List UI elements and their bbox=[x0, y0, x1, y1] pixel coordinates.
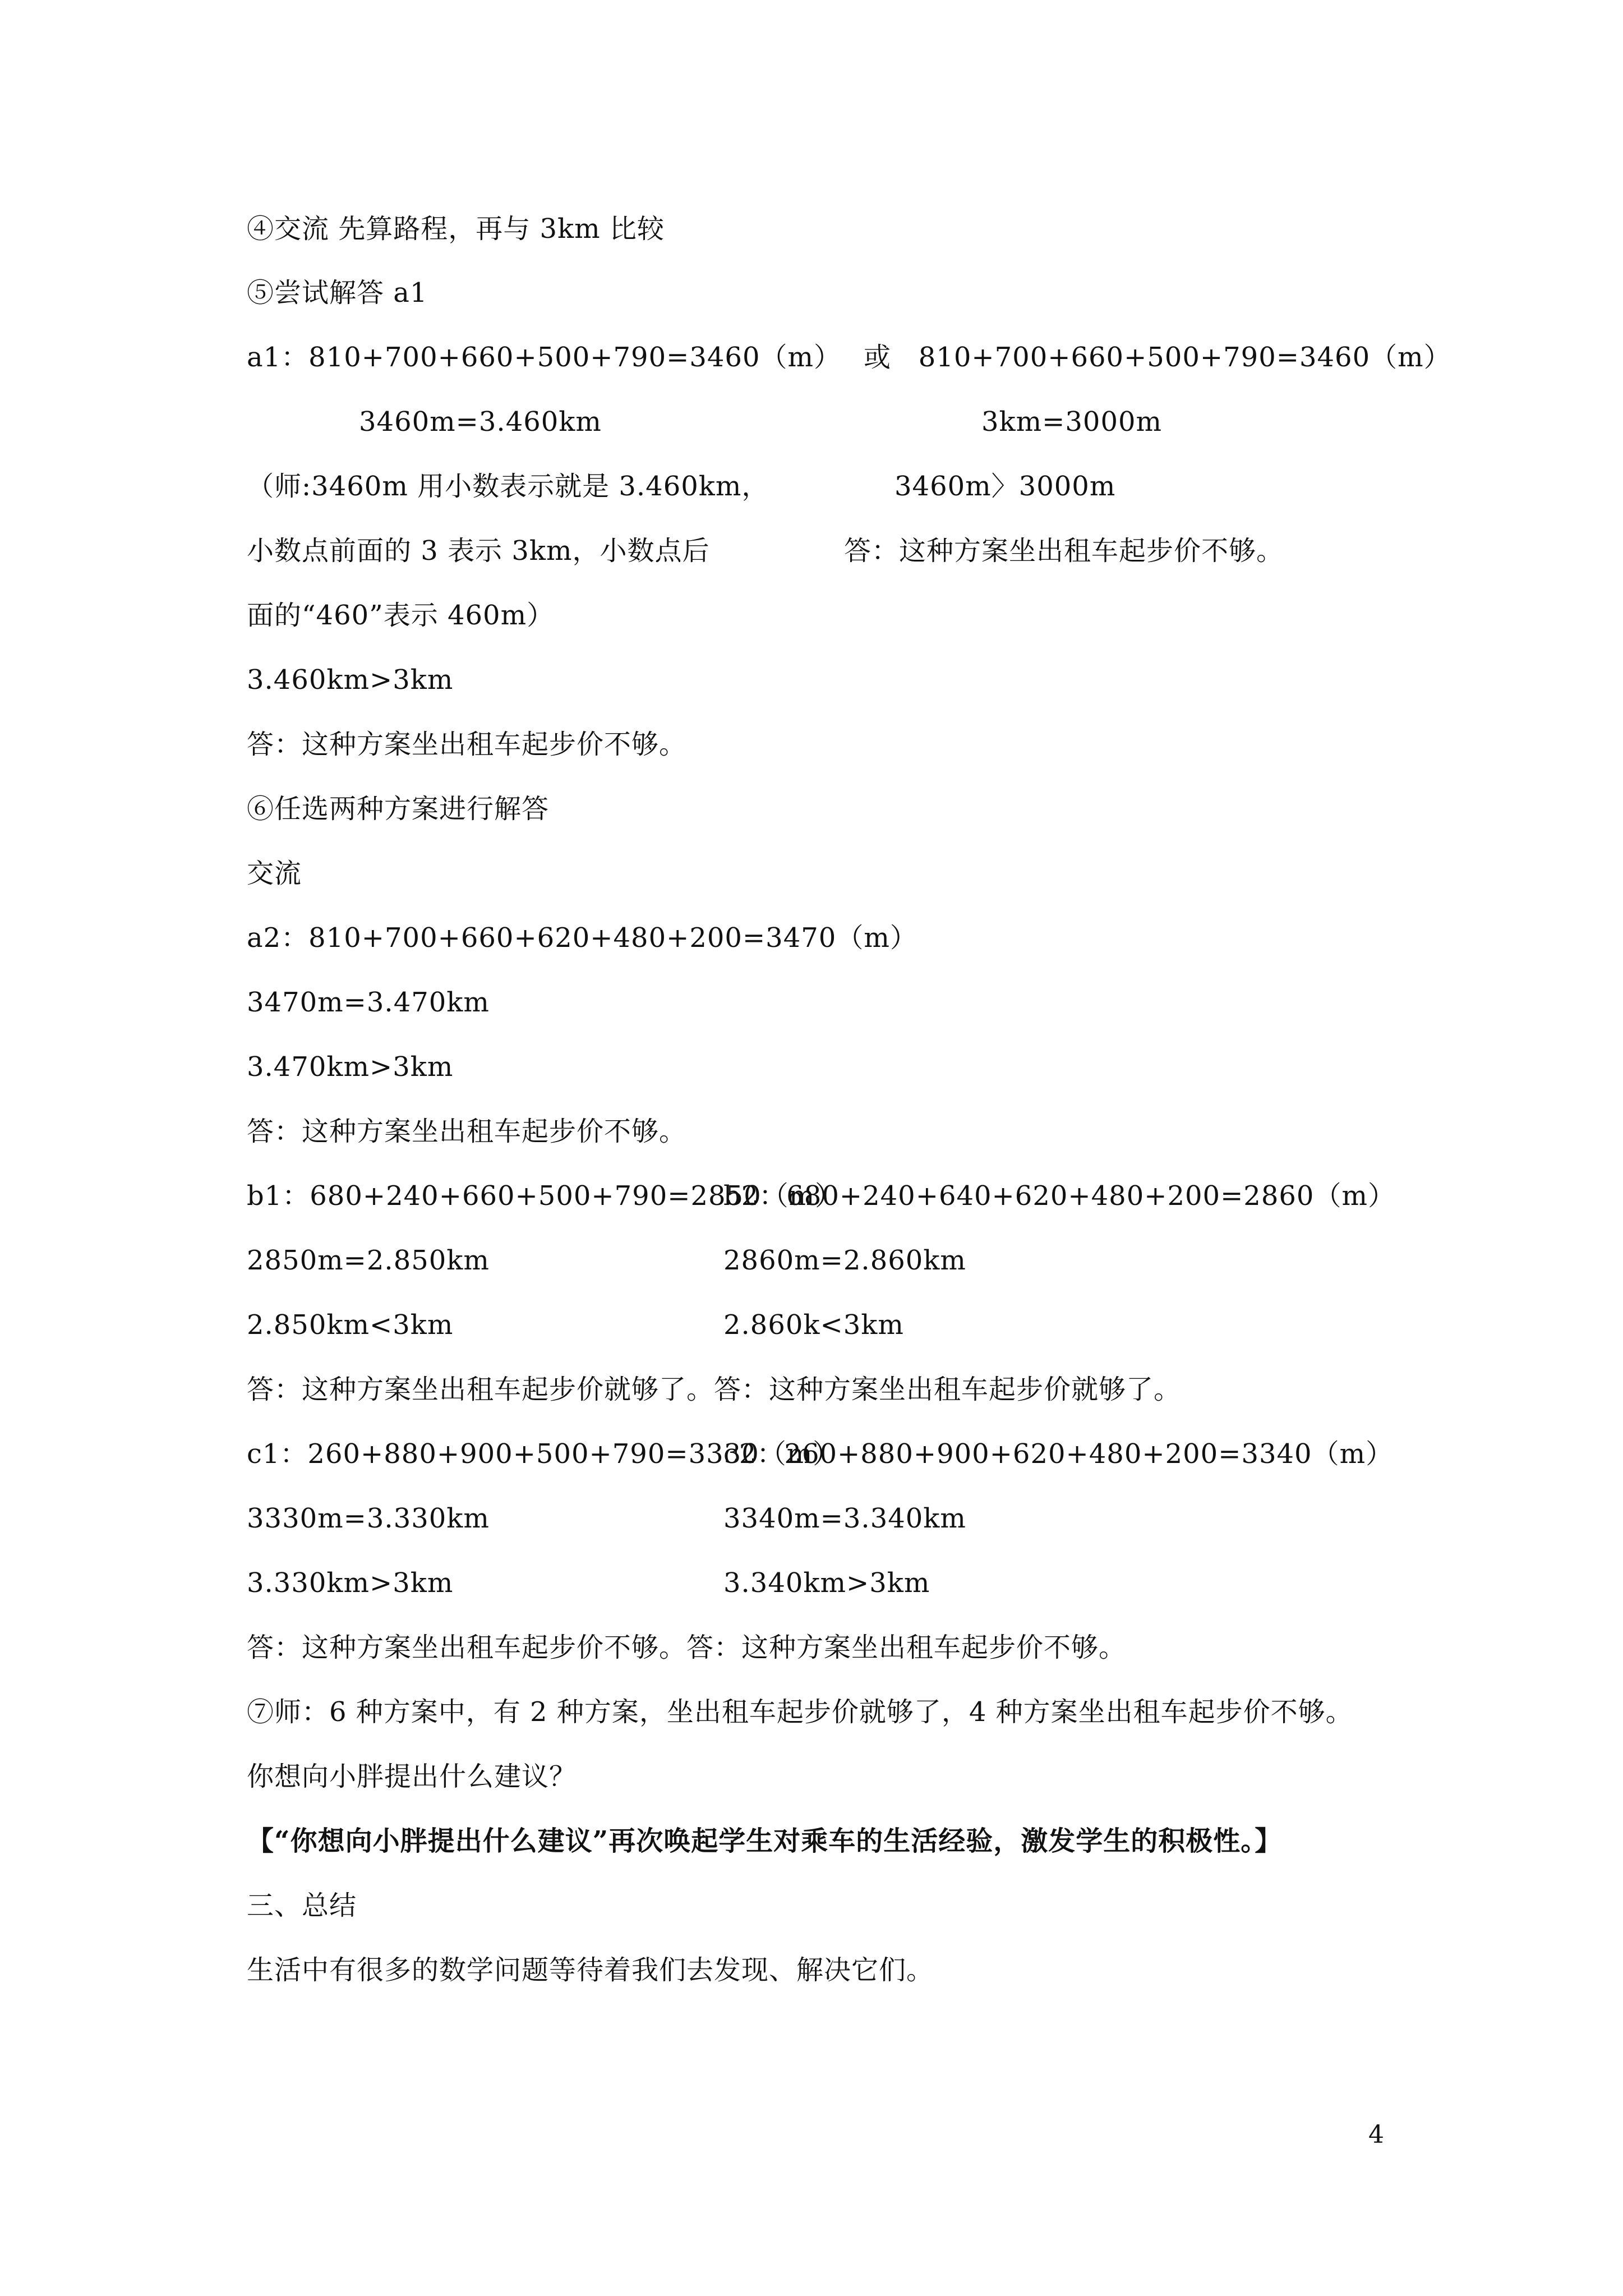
c1-calc: c1：260+880+900+500+790=3330（m） bbox=[247, 1438, 841, 1470]
b2-compare: 2.860k<3km bbox=[723, 1309, 904, 1341]
a1-convert-right: 3km=3000m bbox=[981, 406, 1163, 438]
a1-answer-right: 答：这种方案坐出租车起步价不够。 bbox=[844, 535, 1284, 567]
suggestion-question: 你想向小胖提出什么建议？ bbox=[247, 1761, 577, 1792]
a2-convert: 3470m=3.470km bbox=[247, 987, 490, 1018]
c2-calc: c2：260+880+900+620+480+200=3340（m） bbox=[723, 1438, 1394, 1470]
a1-calc-left: a1：810+700+660+500+790=3460（m） bbox=[247, 342, 842, 373]
c2-compare: 3.340km>3km bbox=[723, 1567, 930, 1599]
page-number: 4 bbox=[1368, 2120, 1384, 2149]
teacher-note-line-3: 面的“460”表示 460m） bbox=[247, 600, 555, 631]
c2-convert: 3340m=3.340km bbox=[723, 1503, 966, 1534]
b-answers: 答：这种方案坐出租车起步价就够了。答：这种方案坐出租车起步价就够了。 bbox=[247, 1374, 1182, 1405]
step-6-line: ⑥任选两种方案进行解答 bbox=[247, 793, 550, 825]
a1-answer-left: 答：这种方案坐出租车起步价不够。 bbox=[247, 729, 687, 760]
teacher-note-line-2: 小数点前面的 3 表示 3km，小数点后 bbox=[247, 535, 710, 567]
b1-calc: b1：680+240+660+500+790=2850（m） bbox=[247, 1180, 843, 1212]
c-answers: 答：这种方案坐出租车起步价不够。答：这种方案坐出租车起步价不够。 bbox=[247, 1632, 1127, 1663]
summary-text: 生活中有很多的数学问题等待着我们去发现、解决它们。 bbox=[247, 1954, 934, 1986]
b1-compare: 2.850km<3km bbox=[247, 1309, 454, 1341]
a1-convert-left: 3460m=3.460km bbox=[359, 406, 602, 438]
teaching-note: 【“你想向小胖提出什么建议”再次唤起学生对乘车的生活经验，激发学生的积极性。】 bbox=[247, 1825, 1283, 1857]
a1-compare-right: 3460m〉3000m bbox=[895, 471, 1116, 502]
a2-compare: 3.470km>3km bbox=[247, 1051, 454, 1083]
a2-answer: 答：这种方案坐出租车起步价不够。 bbox=[247, 1116, 687, 1147]
a2-calc: a2：810+700+660+620+480+200=3470（m） bbox=[247, 922, 917, 954]
step-5-line: ⑤尝试解答 a1 bbox=[247, 277, 428, 309]
b1-convert: 2850m=2.850km bbox=[247, 1245, 490, 1276]
step-7-line: ⑦师：6 种方案中，有 2 种方案，坐出租车起步价就够了，4 种方案坐出租车起步价不够。 bbox=[247, 1696, 1353, 1728]
a1-compare-left: 3.460km>3km bbox=[247, 664, 454, 696]
exchange-line: 交流 bbox=[247, 858, 302, 889]
a1-calc-right: 或 810+700+660+500+790=3460（m） bbox=[864, 342, 1451, 373]
teacher-note-line-1: （师:3460m 用小数表示就是 3.460km， bbox=[247, 471, 769, 502]
summary-heading: 三、总结 bbox=[247, 1890, 357, 1921]
step-4-line: ④交流 先算路程，再与 3km 比较 bbox=[247, 213, 665, 245]
c1-compare: 3.330km>3km bbox=[247, 1567, 454, 1599]
b2-convert: 2860m=2.860km bbox=[723, 1245, 966, 1276]
c1-convert: 3330m=3.330km bbox=[247, 1503, 490, 1534]
b2-calc: b2：680+240+640+620+480+200=2860（m） bbox=[723, 1180, 1395, 1212]
